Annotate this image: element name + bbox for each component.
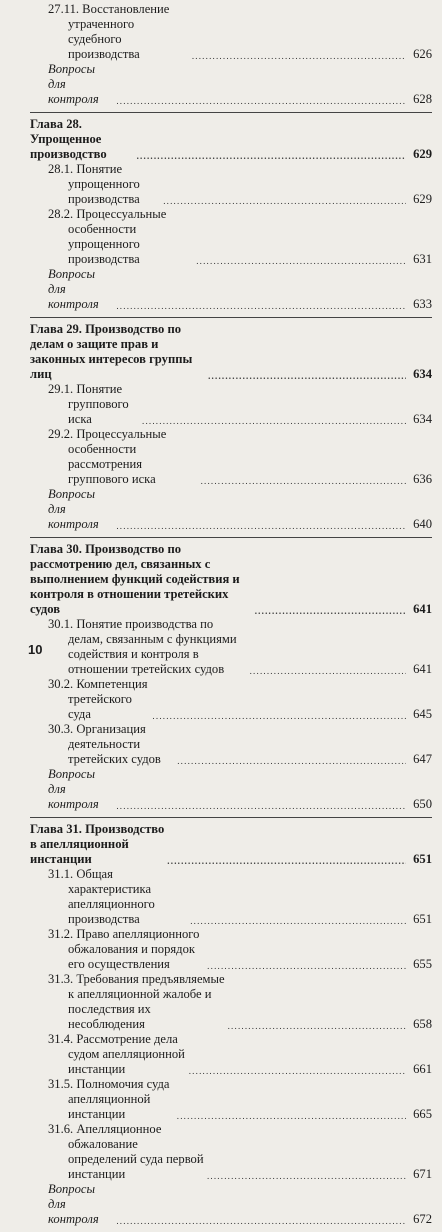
chapter-heading: [0, 822, 442, 867]
dot-leader: [142, 418, 406, 424]
control-questions-entry: [0, 767, 442, 812]
section-entry: [0, 867, 442, 927]
section-entry-title: 31.2. Право апелляционного обжалования и порядок его осуществления: [48, 927, 200, 971]
section-entry-title: 30.2. Компетенция третейского суда: [48, 677, 148, 721]
chapter-divider: [30, 112, 432, 113]
dot-leader: [163, 198, 406, 204]
dot-leader: [196, 258, 406, 264]
section-entry: [0, 1077, 442, 1122]
section-entry-page: 626: [413, 47, 432, 61]
section-entry-title: 31.3. Требования предъявляемые к апелляционной жалобе и последствия их несоблюдения: [48, 972, 225, 1031]
section-entry: [0, 972, 442, 1032]
table-of-contents: [0, 2, 442, 1232]
page-number: 10: [28, 642, 43, 657]
dot-leader: [116, 98, 406, 104]
control-questions-entry-title: Вопросы для контроля: [48, 62, 99, 106]
section-entry-title: 30.1. Понятие производства по делам, связанным с функциями содействия и контроля в отношении третейских судов: [48, 617, 237, 676]
chapter-divider: [30, 817, 432, 818]
control-questions-entry-title: Вопросы для контроля: [48, 1182, 99, 1226]
control-questions-entry-page: 672: [413, 1212, 432, 1226]
chapter-divider: [30, 317, 432, 318]
section-entry-title: 29.2. Процессуальные особенности рассмотрения группового иска: [48, 427, 167, 486]
dot-leader: [190, 918, 406, 924]
dot-leader: [207, 963, 406, 969]
dot-leader: [137, 153, 406, 159]
control-questions-entry: [0, 267, 442, 312]
section-entry-title: 31.4. Рассмотрение дела судом апелляционной инстанции: [48, 1032, 185, 1076]
dot-leader: [255, 608, 406, 614]
chapter-heading: [0, 117, 442, 162]
section-entry-title: 27.11. Восстановление утраченного судебного производства: [48, 2, 170, 61]
section-entry: [0, 382, 442, 427]
dot-leader: [116, 523, 406, 529]
dot-leader: [116, 1218, 406, 1224]
chapter-divider: [30, 537, 432, 538]
control-questions-entry-page: 633: [413, 297, 432, 311]
chapter-heading: [0, 542, 442, 617]
control-questions-entry-page: 650: [413, 797, 432, 811]
dot-leader: [189, 1068, 406, 1074]
dot-leader: [228, 1023, 406, 1029]
section-entry-title: 30.3. Организация деятельности третейских судов: [48, 722, 161, 766]
dot-leader: [201, 478, 406, 484]
section-entry-page: 631: [413, 252, 432, 266]
dot-leader: [167, 858, 406, 864]
control-questions-entry: [0, 1182, 442, 1227]
chapter-heading-page: 629: [413, 147, 432, 161]
section-entry-page: 629: [413, 192, 432, 206]
chapter-heading-page: 634: [413, 367, 432, 381]
dot-leader: [116, 303, 406, 309]
section-entry-page: 661: [413, 1062, 432, 1076]
control-questions-entry-title: Вопросы для контроля: [48, 767, 99, 811]
section-entry: [0, 1122, 442, 1182]
section-entry-page: 636: [413, 472, 432, 486]
section-entry-title: 31.5. Полномочия суда апелляционной инстанции: [48, 1077, 170, 1121]
section-entry-page: 651: [413, 912, 432, 926]
control-questions-entry: [0, 487, 442, 532]
section-entry-title: 31.1. Общая характеристика апелляционного производства: [48, 867, 155, 926]
control-questions-entry-title: Вопросы для контроля: [48, 487, 99, 531]
section-entry-title: 31.6. Апелляционное обжалование определений суда первой инстанции: [48, 1122, 204, 1181]
section-entry: [0, 722, 442, 767]
section-entry: [0, 2, 442, 62]
section-entry-title: 29.1. Понятие группового иска: [48, 382, 129, 426]
dot-leader: [250, 668, 406, 674]
section-entry-page: 665: [413, 1107, 432, 1121]
section-entry: [0, 677, 442, 722]
chapter-heading-page: 641: [413, 602, 432, 616]
dot-leader: [192, 53, 406, 59]
dot-leader: [208, 373, 406, 379]
chapter-heading-title: Глава 31. Производство в апелляционной инстанции: [30, 822, 165, 866]
chapter-heading-page: 651: [413, 852, 432, 866]
section-entry-page: 634: [413, 412, 432, 426]
section-entry-page: 655: [413, 957, 432, 971]
section-entry-page: 647: [413, 752, 432, 766]
control-questions-entry-page: 640: [413, 517, 432, 531]
section-entry: [0, 162, 442, 207]
section-entry-page: 645: [413, 707, 432, 721]
chapter-heading: [0, 322, 442, 382]
chapter-heading-title: Глава 29. Производство по делам о защите прав и законных интересов группы лиц: [30, 322, 193, 381]
chapter-heading-title: Глава 28. Упрощенное производство: [30, 117, 107, 161]
section-entry: [0, 927, 442, 972]
section-entry-page: 641: [413, 662, 432, 676]
section-entry-title: 28.2. Процессуальные особенности упрощенного производства: [48, 207, 167, 266]
dot-leader: [177, 1113, 406, 1119]
control-questions-entry-title: Вопросы для контроля: [48, 267, 99, 311]
section-entry: [0, 427, 442, 487]
dot-leader: [207, 1173, 406, 1179]
section-entry-page: 671: [413, 1167, 432, 1181]
section-entry-title: 28.1. Понятие упрощенного производства: [48, 162, 140, 206]
section-entry: [0, 617, 442, 677]
control-questions-entry: [0, 62, 442, 107]
section-entry-page: 658: [413, 1017, 432, 1031]
dot-leader: [177, 758, 406, 764]
dot-leader: [116, 803, 406, 809]
chapter-heading-title: Глава 30. Производство по рассмотрению дел, связанных с выполнением функций содействия и контроля в отношении третейских судов: [30, 542, 240, 616]
section-entry: [0, 207, 442, 267]
section-entry: [0, 1032, 442, 1077]
dot-leader: [152, 713, 406, 719]
control-questions-entry-page: 628: [413, 92, 432, 106]
spacer: [0, 1227, 442, 1232]
